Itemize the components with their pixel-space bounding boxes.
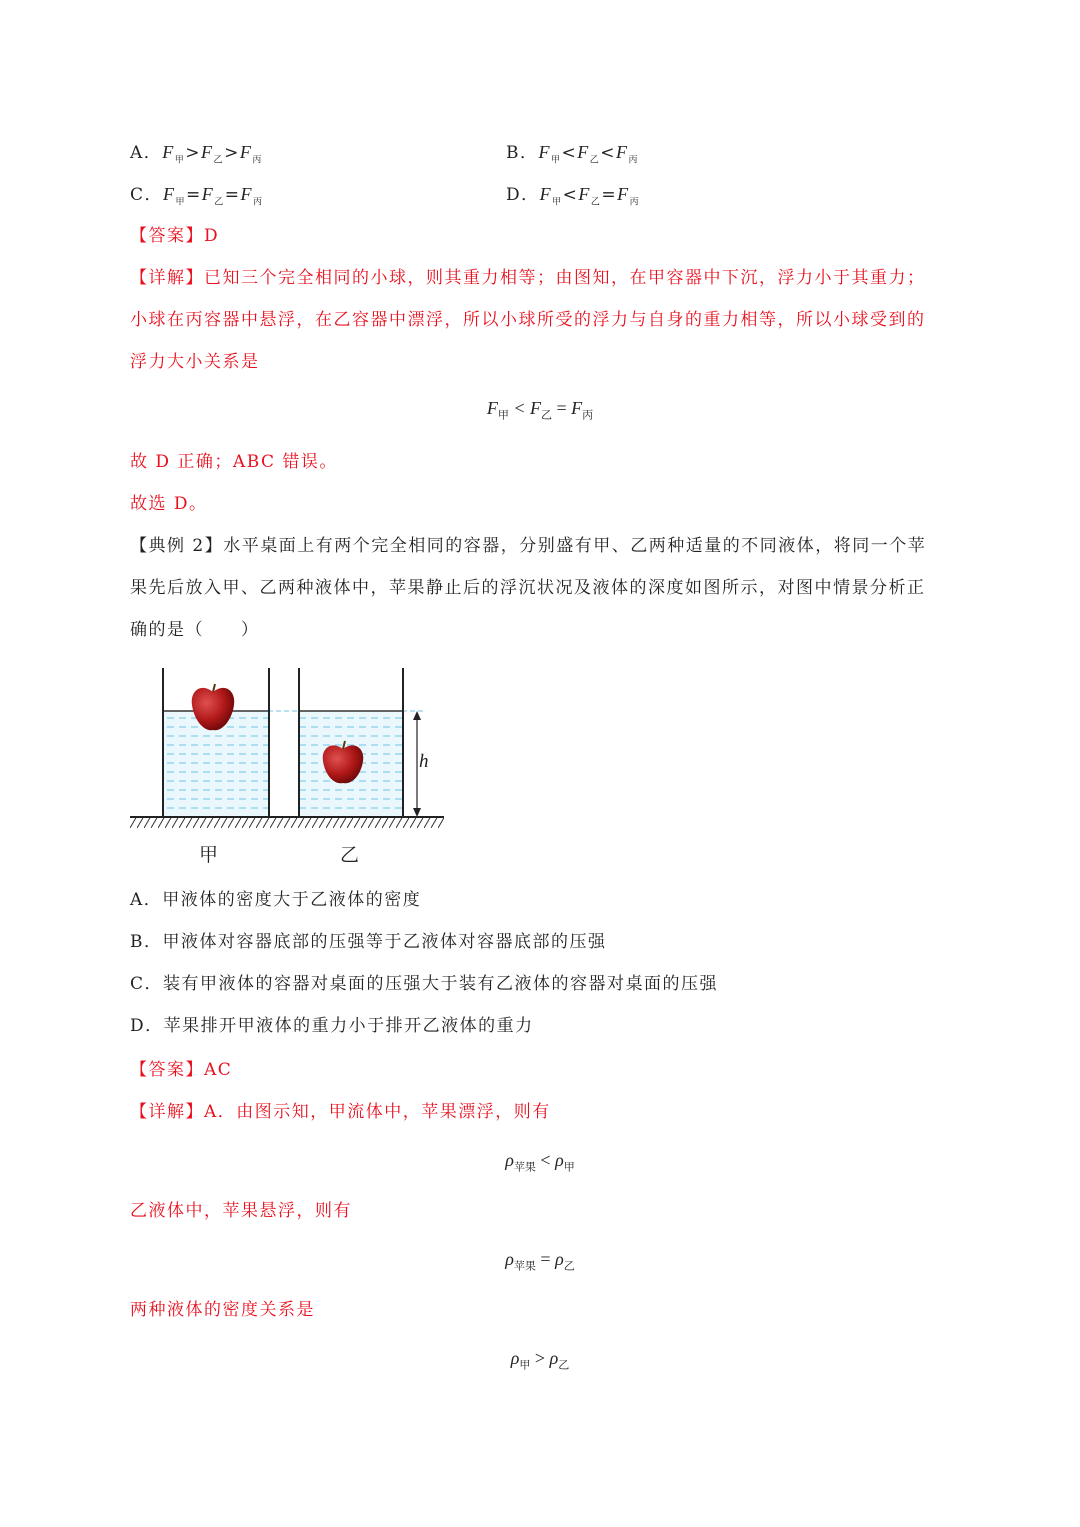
label-jia: 甲 bbox=[199, 844, 219, 866]
option-d: D．$F_甲<F_乙=F_丙$ bbox=[506, 184, 641, 208]
formula-forces: $F_甲 < F_乙 = F_丙$ bbox=[486, 398, 594, 422]
apple-containers-figure bbox=[130, 660, 450, 870]
height-label: h bbox=[419, 751, 429, 772]
option-2-c: C．装有甲液体的容器对桌面的压强大于装有乙液体的容器对桌面的压强 bbox=[130, 974, 719, 994]
option-a: A．$F_甲>F_乙>F_丙$ bbox=[130, 142, 263, 166]
formula-density-2: $\rho_{苹果} = \rho_乙$ bbox=[505, 1249, 575, 1273]
containers-diagram bbox=[130, 660, 450, 830]
answer-2: 【答案】AC bbox=[130, 1060, 233, 1080]
conclusion-2: 故选 D。 bbox=[130, 494, 208, 514]
conclusion-1: 故 D 正确；ABC 错误。 bbox=[130, 452, 338, 472]
option-2-d: D．苹果排开甲液体的重力小于排开乙液体的重力 bbox=[130, 1016, 534, 1036]
formula-density-3: $\rho_甲 > \rho_乙$ bbox=[510, 1348, 570, 1372]
example-2-line-2: 果先后放入甲、乙两种液体中，苹果静止后的浮沉状况及液体的深度如图所示，对图中情景分析正 bbox=[130, 578, 926, 598]
label-yi: 乙 bbox=[340, 844, 360, 866]
detail-2-line-1: 【详解】A．由图示知，甲流体中，苹果漂浮，则有 bbox=[130, 1102, 551, 1122]
option-b: B．$F_甲<F_乙<F_丙$ bbox=[506, 142, 640, 166]
answer-1: 【答案】D bbox=[130, 226, 220, 246]
example-2-line-1: 【典例 2】水平桌面上有两个完全相同的容器，分别盛有甲、乙两种适量的不同液体，将同一个苹 bbox=[130, 536, 927, 556]
detail-1-line-1: 【详解】已知三个完全相同的小球，则其重力相等；由图知，在甲容器中下沉，浮力小于其重力； bbox=[130, 268, 926, 288]
detail-2-line-2: 乙液体中，苹果悬浮，则有 bbox=[130, 1201, 352, 1221]
option-2-a: A．甲液体的密度大于乙液体的密度 bbox=[130, 890, 422, 910]
detail-1-line-3: 浮力大小关系是 bbox=[130, 352, 260, 372]
detail-1-line-2: 小球在丙容器中悬浮，在乙容器中漂浮，所以小球所受的浮力与自身的重力相等，所以小球受到的 bbox=[130, 310, 926, 330]
detail-2-line-3: 两种液体的密度关系是 bbox=[130, 1300, 315, 1320]
option-c: C．$F_甲=F_乙=F_丙$ bbox=[130, 184, 264, 208]
option-2-b: B．甲液体对容器底部的压强等于乙液体对容器底部的压强 bbox=[130, 932, 607, 952]
formula-density-1: $\rho_{苹果} < \rho_甲$ bbox=[505, 1150, 575, 1174]
example-2-line-3: 确的是（ ） bbox=[130, 620, 260, 640]
